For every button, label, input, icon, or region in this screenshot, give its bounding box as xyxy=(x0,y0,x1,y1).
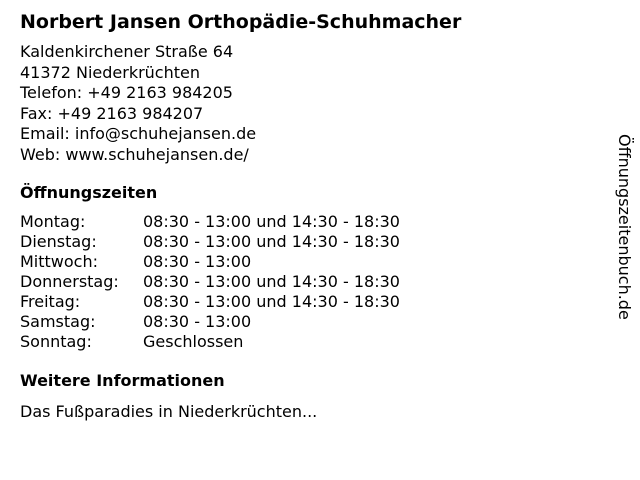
hours-row-saturday xyxy=(20,312,600,332)
fax-number: Fax: +49 2163 984207 xyxy=(20,103,204,123)
phone-number[interactable]: Telefon: +49 2163 984205 xyxy=(20,83,233,102)
hours-row-wednesday xyxy=(20,252,600,272)
day-label: Donnerstag: xyxy=(20,272,119,291)
hours-row-sunday xyxy=(20,332,600,352)
business-card xyxy=(20,10,600,422)
day-label: Sonntag: xyxy=(20,332,92,351)
day-label: Montag: xyxy=(20,212,86,231)
hours-value: 08:30 - 13:00 und 14:30 - 18:30 xyxy=(143,272,400,291)
day-label: Dienstag: xyxy=(20,232,97,251)
street-address: Kaldenkirchener Straße 64 xyxy=(20,42,234,61)
website-link[interactable]: Web: www.schuhejansen.de/ xyxy=(20,144,249,164)
opening-hours-heading: Öffnungszeiten xyxy=(20,183,158,202)
day-label: Samstag: xyxy=(20,312,96,331)
contact-block xyxy=(20,42,600,165)
hours-value: 08:30 - 13:00 und 14:30 - 18:30 xyxy=(143,232,400,251)
hours-value: 08:30 - 13:00 xyxy=(143,252,252,271)
hours-value: 08:30 - 13:00 xyxy=(143,312,252,331)
city-address: 41372 Niederkrüchten xyxy=(20,62,200,82)
further-info-text: Das Fußparadies in Niederkrüchten... xyxy=(20,402,318,421)
hours-value: 08:30 - 13:00 und 14:30 - 18:30 xyxy=(143,212,400,231)
business-name: Norbert Jansen Orthopädie-Schuhmacher xyxy=(20,11,462,33)
hours-value: Geschlossen xyxy=(143,332,244,351)
further-info-heading: Weitere Informationen xyxy=(20,371,225,390)
hours-row-tuesday xyxy=(20,232,600,252)
hours-row-monday xyxy=(20,212,600,232)
day-label: Freitag: xyxy=(20,292,81,311)
opening-hours-list xyxy=(20,212,600,352)
hours-value: 08:30 - 13:00 und 14:30 - 18:30 xyxy=(143,292,400,311)
hours-row-friday xyxy=(20,292,600,312)
side-brand-watermark: Öffnungszeitenbuch.de xyxy=(615,134,634,320)
hours-row-thursday xyxy=(20,272,600,292)
email-address[interactable]: Email: info@schuhejansen.de xyxy=(20,124,257,143)
day-label: Mittwoch: xyxy=(20,252,98,271)
